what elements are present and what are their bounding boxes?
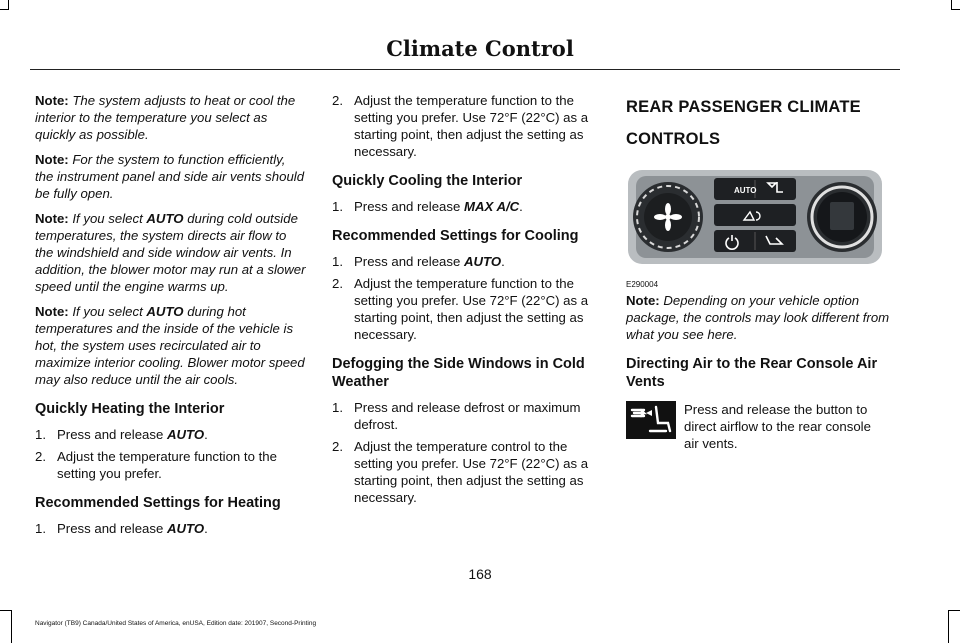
crop-mark	[11, 610, 12, 643]
defog-heading: Defogging the Side Windows in Cold Weather	[332, 356, 585, 390]
cooling-heading: Quickly Cooling the Interior	[332, 173, 523, 189]
list-item: 2. Adjust the temperature function to the setting you prefer. Use 72°F (22°C) as a starting point, then adjust the setting as necessary.	[332, 93, 589, 159]
rec-heating-heading: Recommended Settings for Heating	[35, 495, 281, 511]
list-item: 1. Press and release AUTO.	[35, 427, 208, 442]
crop-mark	[948, 610, 960, 611]
continued-steps	[332, 92, 602, 160]
directing-air-block	[626, 401, 890, 452]
rear-climate-control-figure	[626, 166, 884, 289]
rec-heating-steps	[35, 520, 307, 537]
auto-button-label: AUTO	[734, 186, 757, 195]
crop-mark	[0, 9, 9, 10]
list-item: 1. Press and release defrost or maximum defrost.	[332, 400, 581, 432]
list-item: 1. Press and release MAX A/C.	[332, 199, 523, 214]
crop-mark	[0, 610, 11, 611]
column-2	[332, 92, 602, 511]
page-number: 168	[468, 566, 492, 582]
heating-steps	[35, 426, 307, 482]
note-4: Note: If you select AUTO during hot temperatures and the inside of the vehicle is hot, the system uses recirculated air to maximize interior cooling. Blower motor speed may also reduce until the air cools.	[35, 304, 305, 387]
section-title-line-2: CONTROLS	[626, 130, 721, 148]
note-3: Note: If you select AUTO during cold outside temperatures, the system directs air flow to the windshield and side window air vents. In addition, the blower motor may run at a slower speed until the engine warms up.	[35, 211, 306, 294]
section-title: REAR PASSENGER CLIMATE	[626, 98, 861, 116]
defog-steps	[332, 399, 602, 506]
cooling-steps	[332, 198, 602, 215]
figure-code: E290004	[626, 280, 659, 289]
note-2: Note: For the system to function efficiently, the instrument panel and side air vents should be fully open.	[35, 152, 305, 201]
rec-cooling-steps	[332, 253, 602, 343]
heating-heading: Quickly Heating the Interior	[35, 401, 225, 417]
crop-mark	[948, 610, 949, 643]
list-item: 2. Adjust the temperature control to the setting you prefer. Use 72°F (22°C) as a starting point, then adjust the setting as necessary.	[332, 439, 589, 505]
rear-console-vent-icon	[626, 401, 676, 439]
rec-cooling-heading: Recommended Settings for Cooling	[332, 228, 579, 244]
list-item: 2. Adjust the temperature function to the setting you prefer. Use 72°F (22°C) as a starting point, then adjust the setting as necessary.	[332, 276, 589, 342]
page-title: Climate Control	[386, 36, 574, 61]
list-item: 1. Press and release AUTO.	[332, 254, 505, 269]
column-3	[626, 92, 890, 452]
footer-edition-info: Navigator (TB9) Canada/United States of America, enUSA, Edition date: 201907, Second-Printing	[35, 620, 317, 627]
airflow-to-seat-icon	[626, 401, 676, 439]
note-variant: Note: Depending on your vehicle option package, the controls may look different from what you see here.	[626, 293, 890, 342]
directing-air-heading: Directing Air to the Rear Console Air Vents	[626, 356, 878, 390]
rear-climate-panel-illustration	[626, 166, 884, 270]
column-1	[35, 92, 307, 542]
directing-air-text: Press and release the button to direct airflow to the rear console air vents.	[684, 402, 871, 451]
list-item: 1. Press and release AUTO.	[35, 521, 208, 536]
note-1: Note: The system adjusts to heat or cool the interior to the temperature you select as quickly as possible.	[35, 93, 296, 142]
header-divider	[30, 69, 900, 70]
list-item: 2. Adjust the temperature function to the setting you prefer.	[35, 449, 277, 481]
crop-mark	[951, 9, 960, 10]
